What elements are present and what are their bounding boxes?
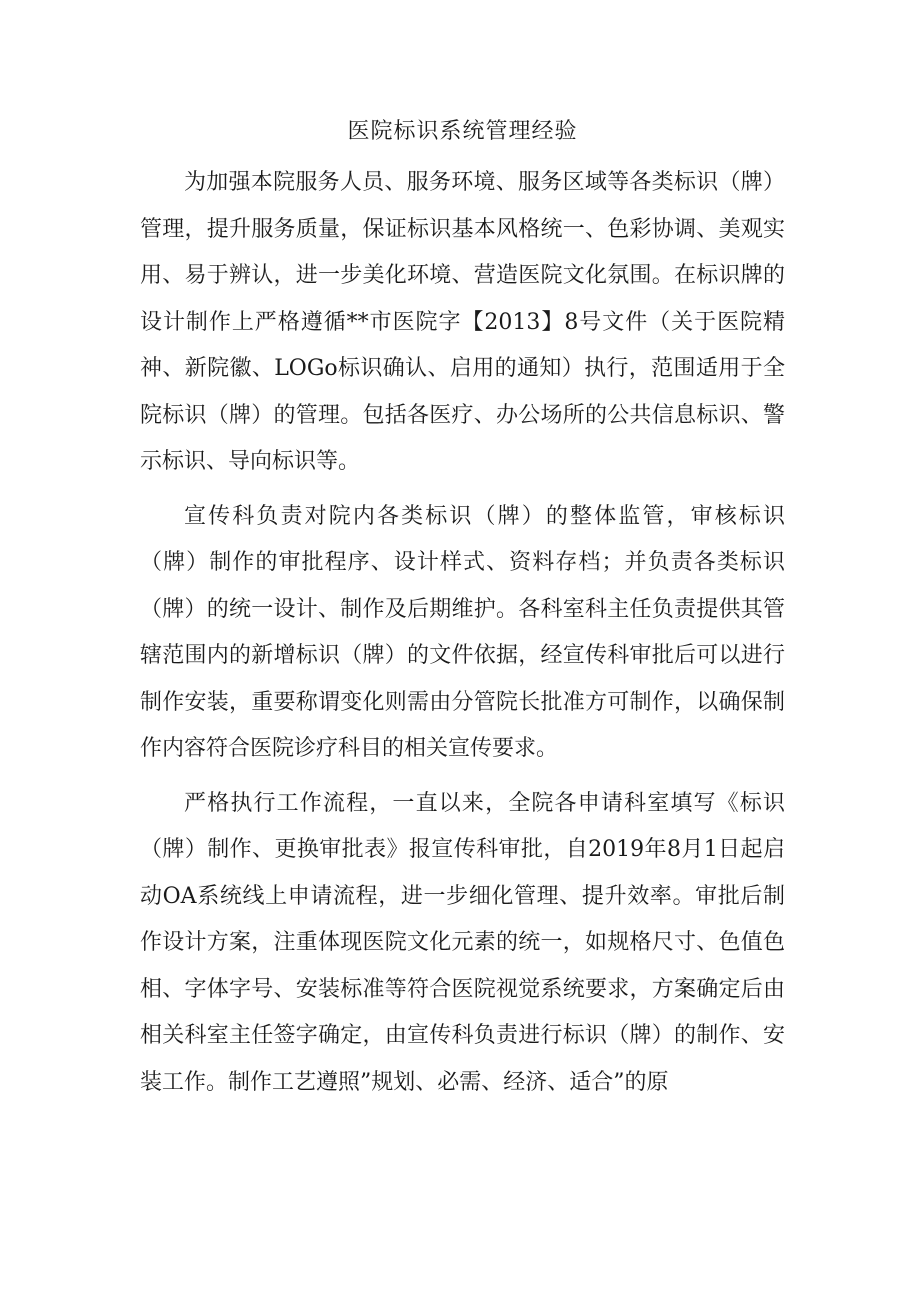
paragraph-signage-purpose: 为加强本院服务人员、服务环境、服务区域等各类标识（牌）管理，提升服务质量，保证标识基本风格统一、色彩协调、美观实用、易于辨认，进一步美化环境、营造医院文化氛围。在标识牌的设计制作上严格遵循**市医院字【2013】8号文件（关于医院精神、新院徽、LOGo标识确认、启用的通知）执行，范围适用于全院标识（牌）的管理。包括各医疗、办公场所的公共信息标识、警示标识、导向标识等。 bbox=[140, 170, 785, 474]
document-page bbox=[140, 112, 785, 1114]
paragraph-responsibilities: 宣传科负责对院内各类标识（牌）的整体监管，审核标识（牌）制作的审批程序、设计样式、资料存档；并负责各类标识（牌）的统一设计、制作及后期维护。各科室科主任负责提供其管辖范围内的新增标识（牌）的文件依据，经宣传科审批后可以进行制作安装，重要称谓变化则需由分管院长批准方可制作，以确保制作内容符合医院诊疗科目的相关宣传要求。 bbox=[140, 503, 785, 761]
document-title: 医院标识系统管理经验 bbox=[347, 119, 578, 144]
paragraph-workflow: 严格执行工作流程，一直以来，全院各申请科室填写《标识（牌）制作、更换审批表》报宣传科审批，自2019年8月1日起启动OA系统线上申请流程，进一步细化管理、提升效率。审批后制作设计方案，注重体现医院文化元素的统一，如规格尺寸、色值色相、字体字号、安装标准等符合医院视觉系统要求，方案确定后由相关科室主任签字确定，由宣传科负责进行标识（牌）的制作、安装工作。制作工艺遵照”规划、必需、经济、适合”的原 bbox=[140, 790, 785, 1095]
